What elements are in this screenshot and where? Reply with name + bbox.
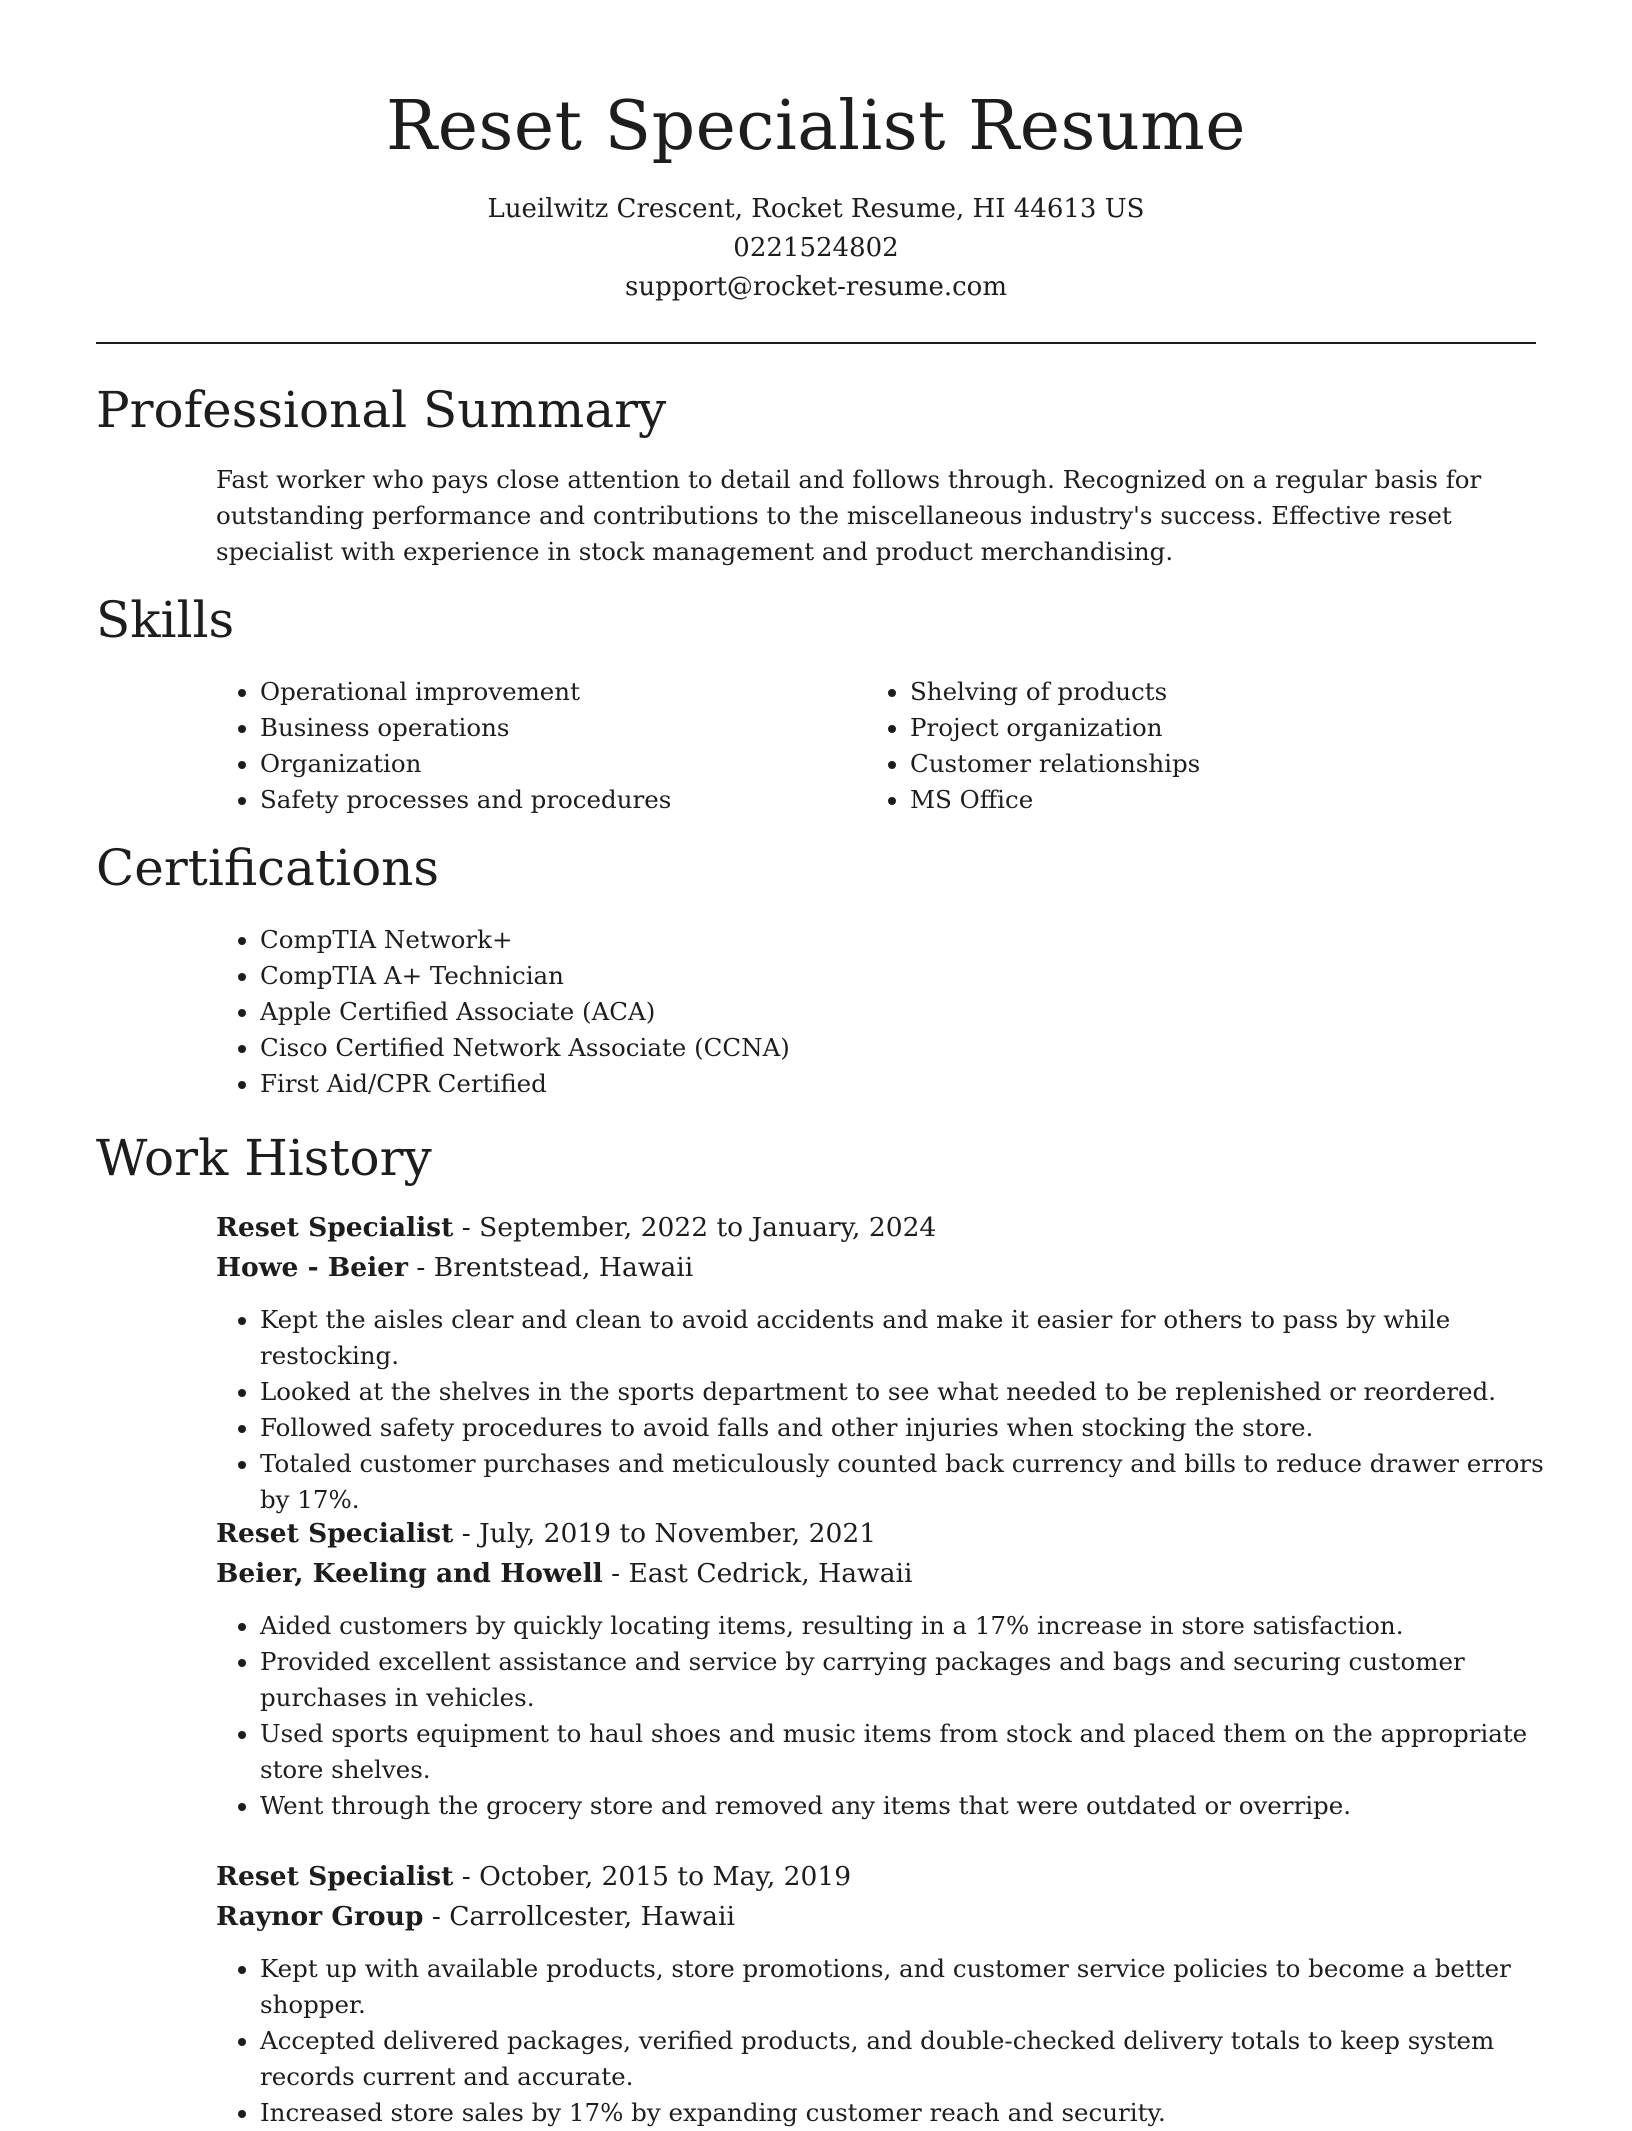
list-item: • Organization (260, 746, 816, 782)
header-divider (96, 342, 1536, 344)
list-item: • Safety processes and procedures (260, 782, 816, 818)
job-bullets (216, 1608, 1546, 1824)
list-item: • Operational improvement (260, 674, 816, 710)
job-bullets (216, 1951, 1546, 2131)
list-item: • MS Office (910, 782, 1506, 818)
job-bullets (216, 1302, 1546, 1518)
job-dates: - July, 2019 to November, 2021 (453, 1518, 877, 1549)
list-item: • Totaled customer purchases and meticulously counted back currency and bills to reduce drawer errors by 17%. (260, 1446, 1546, 1518)
list-item: • Accepted delivered packages, verified products, and double-checked delivery totals to keep system records current and accurate. (260, 2023, 1546, 2095)
list-item: • Project organization (910, 710, 1506, 746)
job-company: Beier, Keeling and Howell (216, 1558, 603, 1589)
job-location: - East Cedrick, Hawaii (602, 1558, 913, 1589)
job-title-line (216, 1514, 1546, 1554)
job-company: Raynor Group (216, 1901, 424, 1932)
certifications-block (216, 922, 1116, 1102)
skills-column-left (216, 674, 816, 818)
section-title-skills: Skills (96, 591, 235, 649)
job-company-line (216, 1554, 1546, 1594)
list-item: • Looked at the shelves in the sports department to see what needed to be replenished or reordered. (260, 1374, 1546, 1410)
contact-email: support@rocket-resume.com (624, 272, 1007, 302)
skills-column-right (866, 674, 1506, 818)
job-dates: - October, 2015 to May, 2019 (453, 1861, 852, 1892)
summary-text: Fast worker who pays close attention to detail and follows through. Recognized on a regular basis for outstanding performance and contributions to the miscellaneous industry's success. Effective reset specialist with experience in stock management and product merchandising. (216, 465, 1482, 566)
job-title: Reset Specialist (216, 1212, 454, 1243)
job-entry (216, 1514, 1546, 1824)
contact-address: Lueilwitz Crescent, Rocket Resume, HI 44613 US (487, 194, 1145, 224)
resume-title: Reset Specialist Resume (386, 87, 1246, 166)
job-entry (216, 1208, 1546, 1518)
skills-list-right (866, 674, 1506, 818)
job-location: - Carrollcester, Hawaii (423, 1901, 735, 1932)
list-item: • Went through the grocery store and removed any items that were outdated or overripe. (260, 1788, 1546, 1824)
certifications-list (216, 922, 1116, 1102)
job-title-line (216, 1208, 1546, 1248)
list-item: • CompTIA Network+ (260, 922, 1116, 958)
job-title: Reset Specialist (216, 1861, 454, 1892)
contact-phone: 0221524802 (733, 233, 899, 263)
job-company: Howe - Beier (216, 1252, 408, 1283)
resume-header (0, 82, 1632, 307)
list-item: • Provided excellent assistance and service by carrying packages and bags and securing customer purchases in vehicles. (260, 1644, 1546, 1716)
job-dates: - September, 2022 to January, 2024 (453, 1212, 937, 1243)
list-item: • Customer relationships (910, 746, 1506, 782)
list-item: • Cisco Certified Network Associate (CCNA) (260, 1030, 1116, 1066)
section-title-certifications: Certifications (96, 839, 440, 897)
section-title-work-history: Work History (96, 1129, 432, 1187)
job-company-line (216, 1897, 1546, 1937)
list-item: • CompTIA A+ Technician (260, 958, 1116, 994)
list-item: • Business operations (260, 710, 816, 746)
list-item: • Aided customers by quickly locating items, resulting in a 17% increase in store satisfaction. (260, 1608, 1546, 1644)
list-item: • Increased store sales by 17% by expanding customer reach and security. (260, 2095, 1546, 2131)
job-company-line (216, 1248, 1546, 1288)
section-title-summary: Professional Summary (96, 381, 667, 439)
list-item: • Used sports equipment to haul shoes and music items from stock and placed them on the appropriate store shelves. (260, 1716, 1546, 1788)
list-item: • Kept up with available products, store promotions, and customer service policies to become a better shopper. (260, 1951, 1546, 2023)
list-item: • First Aid/CPR Certified (260, 1066, 1116, 1102)
list-item: • Apple Certified Associate (ACA) (260, 994, 1116, 1030)
skills-list-left (216, 674, 816, 818)
list-item: • Shelving of products (910, 674, 1506, 710)
job-entry (216, 1857, 1546, 2131)
job-title: Reset Specialist (216, 1518, 454, 1549)
job-title-line (216, 1857, 1546, 1897)
job-location: - Brentstead, Hawaii (407, 1252, 694, 1283)
list-item: • Followed safety procedures to avoid falls and other injuries when stocking the store. (260, 1410, 1546, 1446)
list-item: • Kept the aisles clear and clean to avoid accidents and make it easier for others to pass by while restocking. (260, 1302, 1546, 1374)
